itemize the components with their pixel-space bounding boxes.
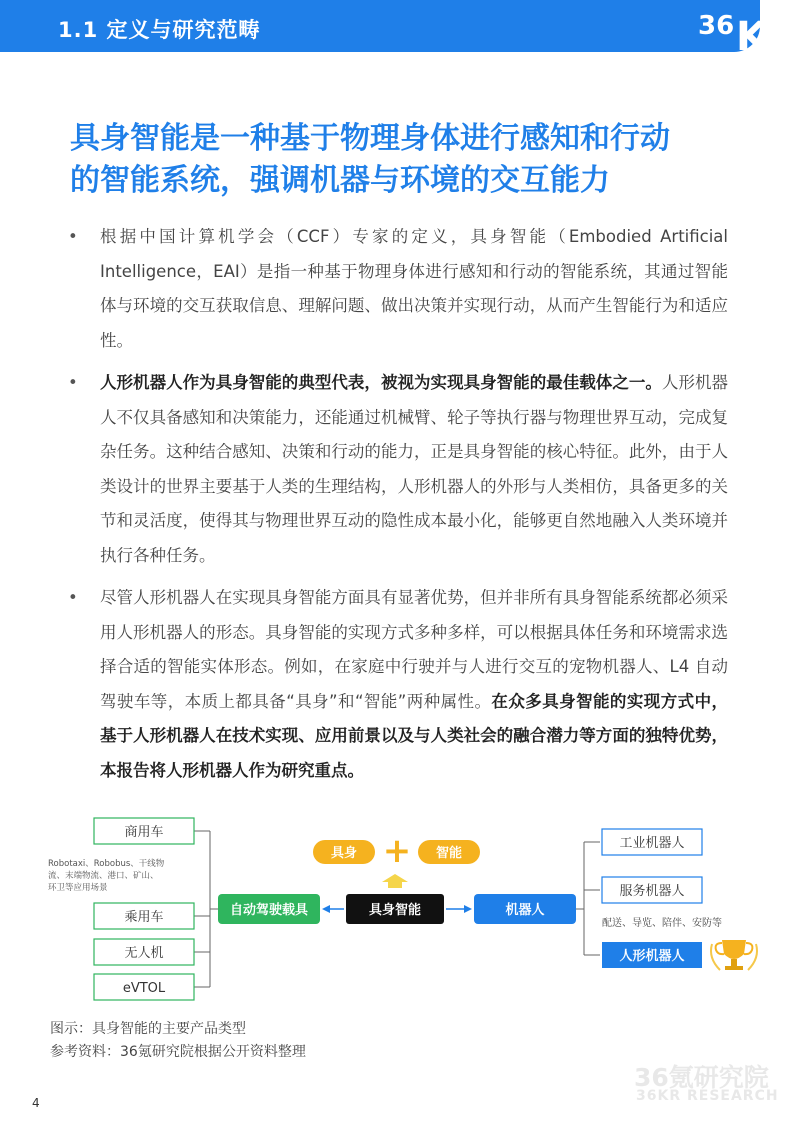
watermark-cn: 36氪研究院 <box>634 1063 769 1092</box>
left-note-line: Robotaxi、Robobus、干线物 <box>48 859 165 869</box>
bullet-bold: 人形机器人作为具身智能的典型代表，被视为实现具身智能的最佳载体之一。 <box>100 373 662 392</box>
right-item-service: 服务机器人 <box>619 884 685 899</box>
left-bracket <box>194 831 218 987</box>
headline-line-1: 具身智能是一种基于物理身体进行感知和行动 <box>70 121 670 156</box>
plus-icon: + <box>382 831 412 871</box>
logo-36: 36 <box>698 11 735 41</box>
right-bracket <box>576 842 600 955</box>
bullet-dot-icon: • <box>68 227 78 246</box>
trophy-icon <box>711 940 757 970</box>
bullet-item <box>68 581 728 788</box>
bullet-text: 尽管人形机器人在实现具身智能方面具有显著优势，但并非所有具身智能系统都必须采用人形机器人的形态。具身智能的实现方式多种多样，可以根据具体任务和环境需求选择合适的智能实体形态。例如，在家庭中行驶并与人进行交互的宠物机器人、L4 自动驾驶车等，本质上都具备“具身”和“智能”两种属性。 <box>100 588 728 711</box>
bullet-tail-bold: 在众多具身智能的实现方式中，基于人形机器人在技术实现、应用前景以及与人类社会的融合潜力等方面的独特优势，本报告将人形机器人作为研究重点。 <box>100 691 728 780</box>
right-item-industrial: 工业机器人 <box>619 836 685 851</box>
left-item-evtol: eVTOL <box>122 981 166 996</box>
bullet-text: 根据中国计算机学会（CCF）专家的定义，具身智能（Embodied Artificial Intelligence，EAI）是指一种基于物理身体进行感知和行动的智能系统，其通过智能体与环境的交互获取信息、理解问题、做出决策并实现行动，从而产生智能行为和适应性。 <box>100 227 728 350</box>
bullet-item <box>68 366 728 573</box>
section-title: 1.1 定义与研究范畴 <box>58 18 261 42</box>
left-item-passenger: 乘用车 <box>124 910 164 925</box>
bullet-item <box>68 220 728 358</box>
left-hub-label: 自动驾驶载具 <box>229 903 309 918</box>
headline <box>70 118 750 202</box>
left-note-line: 环卫等应用场景 <box>48 883 108 893</box>
product-type-diagram <box>0 812 794 1022</box>
center-label: 具身智能 <box>368 903 422 918</box>
right-note: 配送、导览、陪伴、安防等 <box>602 918 722 929</box>
figure-caption: 图示：具身智能的主要产品类型 <box>50 1021 246 1037</box>
36kr-logo <box>696 0 794 52</box>
intelligence-pill-label: 智能 <box>435 846 463 861</box>
right-item-humanoid: 人形机器人 <box>619 949 685 964</box>
headline-line-2: 的智能系统，强调机器与环境的交互能力 <box>70 163 610 198</box>
right-hub-label: 机器人 <box>505 903 545 918</box>
left-item-commercial: 商用车 <box>124 825 164 840</box>
bullet-list <box>68 220 728 796</box>
logo-kr: Kr <box>736 14 787 52</box>
bullet-text: 人形机器人不仅具备感知和决策能力，还能通过机械臂、轮子等执行器与物理世界互动，完成复杂任务。这种结合感知、决策和行动的能力，正是具身智能的核心特征。此外，由于人类设计的世界主要基于人类的生理结构，人形机器人的外形与人类相仿，具备更多的关节和灵活度，使得其与物理世界互动的隐性成本最小化，能够更自然地融入人类环境并执行各种任务。 <box>100 373 729 565</box>
bullet-dot-icon: • <box>68 588 78 607</box>
left-item-drone: 无人机 <box>124 946 164 961</box>
watermark-en: 36KR RESEARCH <box>636 1088 779 1104</box>
left-note-line: 流、末端物流、港口、矿山、 <box>48 871 159 881</box>
page-number: 4 <box>32 1096 40 1110</box>
body-pill-label: 具身 <box>330 846 358 861</box>
up-arrow-icon <box>382 874 408 888</box>
source-caption: 参考资料：36氪研究院根据公开资料整理 <box>50 1044 306 1060</box>
bullet-dot-icon: • <box>68 373 78 392</box>
